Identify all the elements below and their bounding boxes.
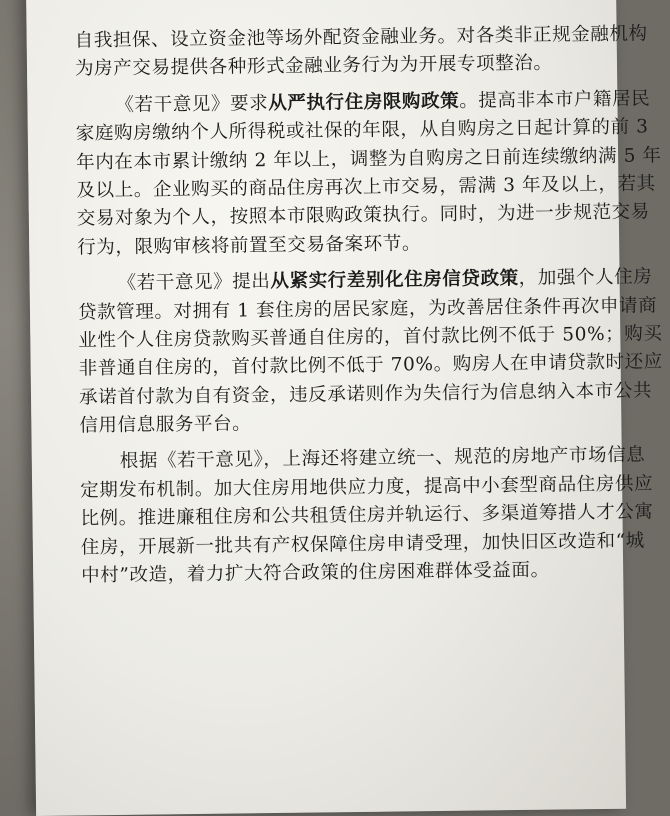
bold-policy-phrase: 从紧实行差别化住房信贷政策 [270,268,519,293]
text-line: 承诺首付款为自有资金，违反承诺则作为失信行为信息纳入本市公共 [78,380,653,409]
document-body [74,21,663,590]
line-prefix: 《若干意见》要求 [115,92,269,116]
paper-sheet [26,0,663,816]
line-prefix: 《若干意见》提出 [117,271,271,295]
text-line: 定期发布机制。加大住房用地供应力度，提高中小套型商品住房供应 [80,473,654,502]
text-line: 比例。推进廉租住房和公共租赁住房并轨运行、多渠道筹措人才公寓 [80,501,654,530]
text-line: 为房产交易提供各种形式金融业务行为为开展专项整治。 [74,52,553,80]
text-line: 中村”改造，着力扩大符合政策的住房困难群体受益面。 [81,559,550,587]
text-line: 业性个人住房贷款购买普通自住房的，首付款比例不低于 50%；购买 [78,323,663,352]
bold-policy-phrase: 从严执行住房限购政策 [268,90,460,114]
text-line: 住房，开展新一批共有产权保障住房申请受理，加快旧区改造和“城 [80,530,645,559]
text-line: 非普通自住房的，首付款比例不低于 70%。购房人在申请贷款时还应 [78,351,663,380]
text-line: 自我担保、设立资金池等场外配资金融业务。对各类非正规金融机构 [74,23,648,52]
text-line: 年内在本市累计缴纳 2 年以上，调整为自购房之日前连续缴纳满 5 年 [76,144,662,173]
text-line: 及以上。企业购买的商品住房再次上市交易，需满 3 年及以上，若其 [76,173,656,202]
text-line: 家庭购房缴纳个人所得税或社保的年限，从自购房之日起计算的前 3 [75,116,649,145]
text-line: 根据《若干意见》，上海还将建立统一、规范的房地产市场信息 [119,444,646,473]
line-suffix: 。提高非本市户籍居民 [459,88,651,112]
text-line: 交易对象为个人，按照本市限购政策执行。同时，为进一步规范交易 [76,201,650,230]
text-line: 信用信息服务平台。 [79,413,252,437]
line-suffix: ，加强个人住房 [518,266,653,290]
text-line: 贷款管理。对拥有 1 套住房的居民家庭，为改善居住条件再次申请商 [77,294,658,323]
text-line: 行为，限购审核将前置至交易备案环节。 [77,232,422,259]
